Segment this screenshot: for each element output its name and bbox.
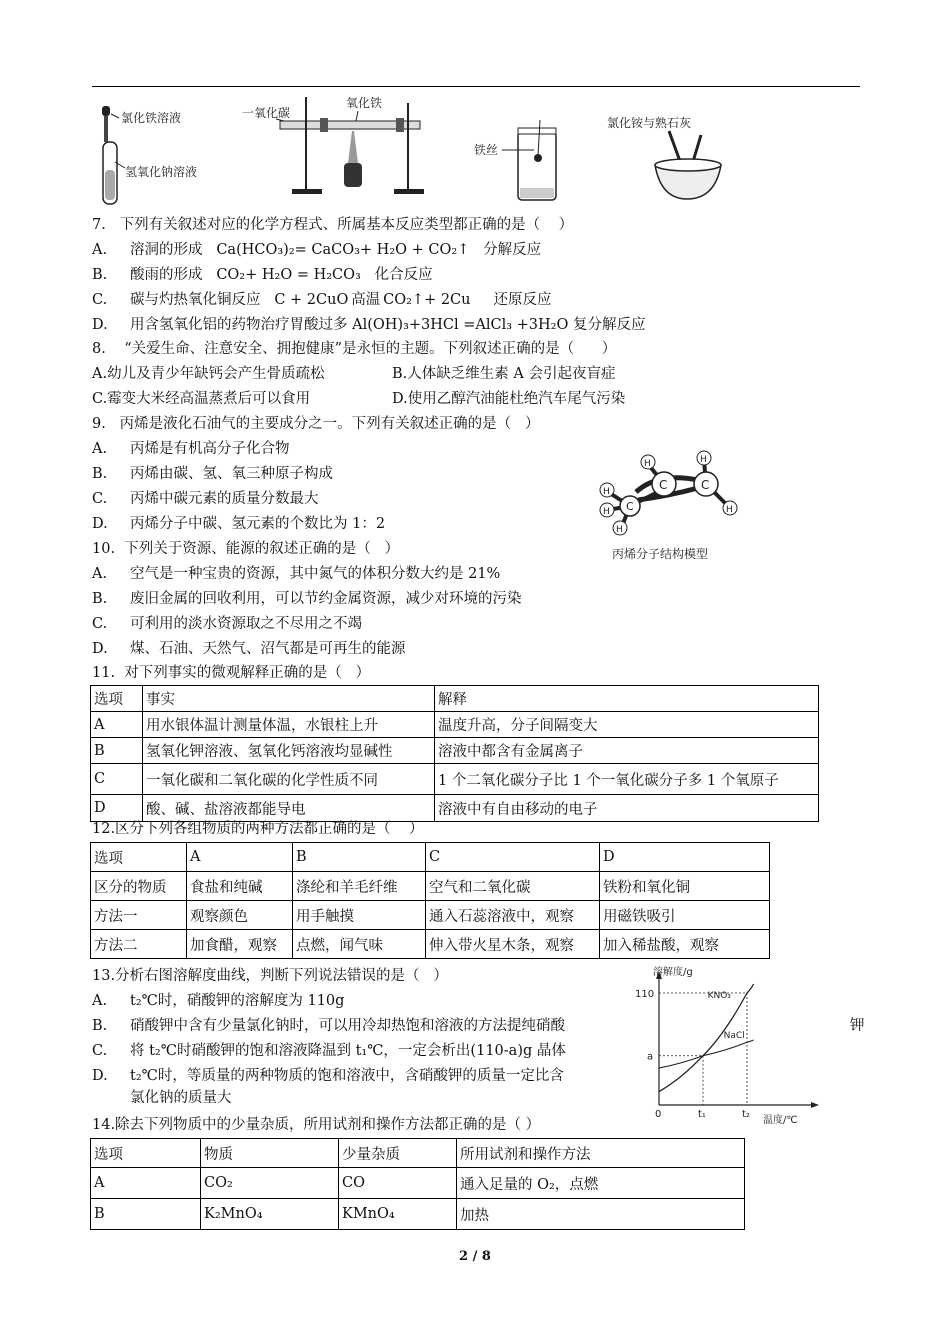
q7-stem: 7. 下列有关叙述对应的化学方程式、所属基本反应类型都正确的是（ ）	[92, 217, 574, 233]
table-cell: 1 个二氧化碳分子比 1 个一氧化碳分子多 1 个氧原子	[435, 764, 819, 795]
table-cell: 区分的物质	[91, 872, 187, 901]
q11-stem: 11. 对下列事实的微观解释正确的是（ ）	[92, 665, 371, 681]
table-row	[91, 901, 770, 930]
figure-test-tube	[95, 100, 225, 214]
atom-h-5-label: H	[603, 507, 610, 517]
figure-iron-wire-jar	[472, 120, 582, 209]
table-row	[91, 843, 770, 872]
q8-option-b: B.人体缺乏维生素 A 会引起夜盲症	[392, 366, 616, 382]
q9-c-text: 丙烯中碳元素的质量分数最大	[130, 491, 319, 507]
table-cell: 方法二	[91, 930, 187, 959]
table-row	[91, 795, 819, 822]
q10-option-b	[92, 589, 522, 609]
propene-model-figure	[598, 442, 748, 571]
q11-header-fact: 事实	[143, 686, 435, 712]
table-cell: 溶液中都含有金属离子	[435, 738, 819, 764]
q13-d-text: t₂℃时，等质量的两种物质的饱和溶液中，含硝酸钾的质量一定比含	[130, 1068, 564, 1084]
fig2-label-co: 一氧化碳	[242, 106, 291, 120]
q14-header-option: 选项	[91, 1139, 201, 1168]
q9-b-label: B.	[92, 466, 108, 482]
atom-h-1-label: H	[644, 459, 651, 469]
y-axis-label: 溶解度/g	[653, 967, 693, 978]
q9-d-text: 丙烯分子中碳、氢元素的个数比为 1：2	[130, 516, 386, 532]
q13-c-text: 将 t₂℃时硝酸钾的饱和溶液降温到 t₁℃，一定会析出(110-a)g 晶体	[130, 1043, 566, 1059]
series-nacl-line	[659, 1040, 754, 1068]
q11-header-explain: 解释	[435, 686, 819, 712]
q14-header-impurity: 少量杂质	[339, 1139, 457, 1168]
figure-co-reduction	[240, 93, 440, 207]
table-cell: B	[91, 738, 143, 764]
q7-b-text: 酸雨的形成 CO₂+ H₂O = H₂CO₃ 化合反应	[130, 267, 433, 283]
q10-d-label: D.	[92, 641, 108, 657]
table-cell: A	[187, 843, 293, 872]
table-row	[91, 686, 819, 712]
table-row	[91, 1139, 745, 1168]
x-axis-arrow	[811, 1102, 819, 1108]
table-cell: 铁粉和氧化铜	[600, 872, 770, 901]
q9-option-d	[92, 514, 385, 534]
table-row	[91, 764, 819, 795]
atom-c-1-label: C	[659, 478, 668, 492]
table-cell: 选项	[91, 843, 187, 872]
q10-d-text: 煤、石油、天然气、沼气都是可再生的能源	[130, 641, 406, 657]
table-row	[91, 712, 819, 738]
table-cell: 点燃，闻气味	[293, 930, 426, 959]
table-cell: D	[600, 843, 770, 872]
atom-h-3-label: H	[726, 505, 733, 515]
q7-c-label: C.	[92, 292, 108, 308]
table-cell: 方法一	[91, 901, 187, 930]
fig1-label-sodium-hydroxide: 氢氧化钠溶液	[125, 165, 198, 179]
q10-a-text: 空气是一种宝贵的资源，其中氮气的体积分数大约是 21%	[130, 566, 501, 582]
q10-stem: 10. 下列关于资源、能源的叙述正确的是（ ）	[92, 541, 400, 557]
atom-h-4-label: H	[603, 487, 610, 497]
table-cell: D	[91, 795, 143, 822]
q12-table	[90, 842, 770, 959]
table-cell: 酸、碱、盐溶液都能导电	[143, 795, 435, 822]
table-cell: CO	[339, 1168, 457, 1199]
table-cell: 通入足量的 O₂，点燃	[457, 1168, 745, 1199]
table-cell: 空气和二氧化碳	[426, 872, 600, 901]
q9-option-b	[92, 464, 333, 484]
fig4-label-ammonium-lime: 氯化铵与熟石灰	[607, 116, 692, 130]
series-kno3-label: KNO₃	[707, 991, 731, 1002]
q7-option-c	[92, 290, 552, 310]
table-cell: B	[293, 843, 426, 872]
q7-d-label: D.	[92, 317, 108, 333]
q14-header-method: 所用试剂和操作方法	[457, 1139, 745, 1168]
table-cell: 温度升高，分子间隔变大	[435, 712, 819, 738]
q14-header-substance: 物质	[201, 1139, 339, 1168]
atom-h-6-label: H	[616, 525, 623, 535]
q10-c-label: C.	[92, 616, 108, 632]
q10-option-d	[92, 639, 406, 659]
q14-stem: 14.除去下列物质中的少量杂质，所用试剂和操作方法都正确的是（ ）	[92, 1117, 541, 1133]
q13-option-a	[92, 991, 344, 1011]
q13-option-c	[92, 1041, 566, 1061]
solubility-chart	[635, 965, 825, 1129]
table-cell: 食盐和纯碱	[187, 872, 293, 901]
q8-option-a: A.幼儿及青少年缺钙会产生骨质疏松	[92, 366, 325, 382]
q13-stem: 13.分析右图溶解度曲线，判断下列说法错误的是（ ）	[92, 968, 448, 984]
q9-a-text: 丙烯是有机高分子化合物	[130, 441, 290, 457]
table-cell: 加热	[457, 1199, 745, 1230]
q7-option-d	[92, 315, 645, 335]
q13-d-label: D.	[92, 1068, 108, 1084]
page-number: 2 / 8	[459, 1249, 491, 1264]
q9-option-a	[92, 439, 290, 459]
q9-stem: 9. 丙烯是液化石油气的主要成分之一。下列有关叙述正确的是（ ）	[92, 416, 540, 432]
table-cell: 溶液中有自由移动的电子	[435, 795, 819, 822]
atom-c-3-label: C	[626, 500, 634, 513]
q13-b-text: 硝酸钾中含有少量氯化钠时，可以用冷却热饱和溶液的方法提纯硝酸	[130, 1018, 565, 1034]
table-cell: 用手触摸	[293, 901, 426, 930]
q10-option-a	[92, 564, 500, 584]
atom-h-2-label: H	[700, 455, 707, 465]
q9-option-c	[92, 489, 319, 509]
table-row	[91, 930, 770, 959]
table-cell: KMnO₄	[339, 1199, 457, 1230]
q13-option-b	[92, 1016, 565, 1036]
table-cell: K₂MnO₄	[201, 1199, 339, 1230]
y-tick-110: 110	[635, 989, 655, 1000]
q7-a-text: 溶洞的形成 Ca(HCO₃)₂= CaCO₃+ H₂O + CO₂↑ 分解反应	[130, 242, 542, 258]
table-row	[91, 872, 770, 901]
q9-b-text: 丙烯由碳、氢、氧三种原子构成	[130, 466, 333, 482]
q7-option-b	[92, 265, 433, 285]
q8-option-c: C.霉变大米经高温蒸煮后可以食用	[92, 391, 311, 407]
q7-c-text: 碳与灼热氧化铜反应 C + 2CuO 高温 CO₂↑+ 2Cu 还原反应	[130, 292, 552, 308]
q9-c-label: C.	[92, 491, 108, 507]
table-cell: 通入石蕊溶液中，观察	[426, 901, 600, 930]
top-rule	[92, 86, 860, 87]
table-cell: 加食醋，观察	[187, 930, 293, 959]
q11-table	[90, 685, 819, 822]
table-cell: 氢氧化钾溶液、氢氧化钙溶液均显碱性	[143, 738, 435, 764]
series-nacl-label: NaCl	[723, 1031, 745, 1042]
table-cell: 用磁铁吸引	[600, 901, 770, 930]
table-cell: CO₂	[201, 1168, 339, 1199]
fig2-label-iron-oxide: 氧化铁	[346, 96, 383, 110]
q11-header-option: 选项	[91, 686, 143, 712]
q13-a-text: t₂℃时，硝酸钾的溶解度为 110g	[130, 993, 345, 1009]
q10-c-text: 可利用的淡水资源取之不尽用之不竭	[130, 616, 362, 632]
table-cell: 加入稀盐酸，观察	[600, 930, 770, 959]
q10-b-text: 废旧金属的回收利用，可以节约金属资源，减少对环境的污染	[130, 591, 522, 607]
table-cell: 伸入带火星木条，观察	[426, 930, 600, 959]
table-row	[91, 1199, 745, 1230]
atom-c-2-label: C	[701, 478, 710, 492]
table-cell: 用水银体温计测量体温，水银柱上升	[143, 712, 435, 738]
q13-c-label: C.	[92, 1043, 108, 1059]
q10-a-label: A.	[92, 566, 108, 582]
x-tick-t2: t₂	[742, 1109, 750, 1120]
figure-mortar	[605, 113, 755, 209]
q12-stem: 12.区分下列各组物质的两种方法都正确的是（ ）	[92, 821, 424, 837]
propene-model-caption: 丙烯分子结构模型	[612, 547, 709, 561]
q10-b-label: B.	[92, 591, 108, 607]
q7-b-label: B.	[92, 267, 108, 283]
table-row	[91, 1168, 745, 1199]
x-tick-t1: t₁	[698, 1109, 706, 1120]
table-cell: C	[91, 764, 143, 795]
table-cell: A	[91, 712, 143, 738]
table-cell: C	[426, 843, 600, 872]
q9-d-label: D.	[92, 516, 108, 532]
table-row	[91, 738, 819, 764]
x-axis-label: 温度/℃	[763, 1115, 798, 1125]
q13-b-label: B.	[92, 1018, 108, 1034]
table-cell: 一氧化碳和二氧化碳的化学性质不同	[143, 764, 435, 795]
origin-label: 0	[655, 1109, 662, 1120]
y-tick-a: a	[647, 1051, 654, 1063]
q13-option-d-cont: 氯化钠的质量大	[130, 1090, 232, 1106]
q7-d-text: 用含氢氧化铝的药物治疗胃酸过多 Al(OH)₃+3HCl =AlCl₃ +3H₂O 复分解反应	[130, 317, 646, 333]
fig1-label-ferric-chloride: 氯化铁溶液	[121, 111, 182, 125]
q8-stem: 8. “关爱生命、注意安全、拥抱健康”是永恒的主题。下列叙述正确的是（ ）	[92, 341, 617, 357]
q8-option-d: D.使用乙醇汽油能杜绝汽车尾气污染	[392, 391, 626, 407]
q13-option-b-tail: 钾	[850, 1018, 865, 1034]
q7-a-label: A.	[92, 242, 108, 258]
q13-a-label: A.	[92, 993, 108, 1009]
q13-option-d	[92, 1066, 564, 1086]
table-cell: 观察颜色	[187, 901, 293, 930]
table-cell: 涤纶和羊毛纤维	[293, 872, 426, 901]
fig3-label-iron-wire: 铁丝	[474, 143, 499, 157]
table-cell: B	[91, 1199, 201, 1230]
q10-option-c	[92, 614, 362, 634]
q7-option-a	[92, 240, 541, 260]
table-cell: A	[91, 1168, 201, 1199]
q9-a-label: A.	[92, 441, 108, 457]
q14-table	[90, 1138, 745, 1230]
